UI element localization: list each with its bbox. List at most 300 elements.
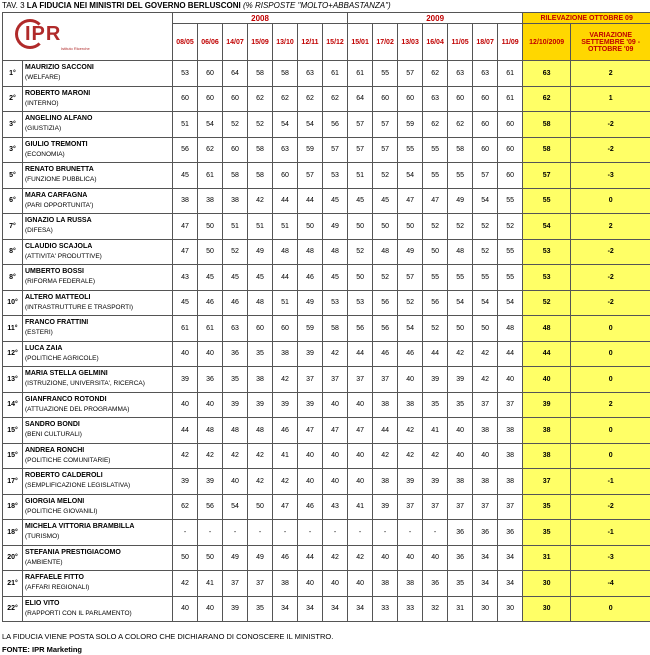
value-cell: 45: [323, 265, 348, 291]
value-cell: 62: [273, 86, 298, 112]
value-cell: 48: [248, 290, 273, 316]
value-cell: 41: [198, 571, 223, 597]
value-cell: 41: [348, 494, 373, 520]
value-cell: 45: [173, 290, 198, 316]
value-cell: 64: [348, 86, 373, 112]
value-cell: 55: [423, 137, 448, 163]
value-cell: 49: [448, 188, 473, 214]
value-cell: 62: [248, 86, 273, 112]
rank-cell: 18°: [3, 520, 23, 546]
rank-cell: 8°: [3, 265, 23, 291]
ministry-name: (FUNZIONE PUBBLICA): [25, 176, 97, 184]
value-cell: 63: [223, 316, 248, 342]
value-cell: 62: [423, 112, 448, 138]
minister-cell: [23, 61, 173, 87]
current-value-cell: 58: [523, 112, 571, 138]
value-cell: 55: [448, 163, 473, 189]
value-cell: 61: [323, 61, 348, 87]
value-cell: 42: [423, 443, 448, 469]
value-cell: 55: [398, 137, 423, 163]
change-value-cell: 0: [571, 341, 650, 367]
table-row: [3, 86, 650, 112]
value-cell: 60: [223, 86, 248, 112]
value-cell: 38: [248, 367, 273, 393]
change-value-cell: 2: [571, 61, 650, 87]
value-cell: 37: [473, 494, 498, 520]
table-row: [3, 545, 650, 571]
rank-cell: 14°: [3, 392, 23, 418]
minister-cell: [23, 443, 173, 469]
trust-table: [2, 12, 650, 622]
value-cell: 55: [498, 265, 523, 291]
value-cell: -: [423, 520, 448, 546]
value-cell: -: [298, 520, 323, 546]
value-cell: 39: [398, 469, 423, 495]
value-cell: 45: [348, 188, 373, 214]
value-cell: 38: [223, 188, 248, 214]
value-cell: 60: [373, 86, 398, 112]
value-cell: 48: [298, 239, 323, 265]
current-value-cell: 54: [523, 214, 571, 240]
value-cell: 62: [423, 61, 448, 87]
value-cell: 61: [498, 61, 523, 87]
minister-name: ELIO VITO: [25, 599, 60, 607]
change-value-cell: -2: [571, 265, 650, 291]
date-header: 06/06: [198, 24, 223, 61]
value-cell: 44: [423, 341, 448, 367]
value-cell: 49: [248, 239, 273, 265]
value-cell: 42: [223, 443, 248, 469]
value-cell: 57: [373, 112, 398, 138]
value-cell: 52: [248, 112, 273, 138]
variazione-header: VARIAZIONE SETTEMBRE '09 - OTTOBRE '09: [571, 24, 650, 61]
minister-name: CLAUDIO SCAJOLA: [25, 242, 93, 250]
date-header: 08/05: [173, 24, 198, 61]
value-cell: 49: [323, 214, 348, 240]
table-row: [3, 596, 650, 622]
value-cell: 39: [173, 367, 198, 393]
value-cell: 44: [298, 188, 323, 214]
value-cell: -: [273, 520, 298, 546]
value-cell: 40: [298, 443, 323, 469]
change-value-cell: 2: [571, 392, 650, 418]
date-header: 12/11: [298, 24, 323, 61]
ministry-name: (SEMPLIFICAZIONE LEGISLATIVA): [25, 482, 131, 490]
table-heading: LA FIDUCIA NEI MINISTRI DEL GOVERNO BERLUSCONI: [26, 1, 241, 10]
value-cell: 61: [198, 316, 223, 342]
ministry-name: (PARI OPPORTUNITA'): [25, 201, 94, 209]
value-cell: 48: [448, 239, 473, 265]
date-header: 11/05: [448, 24, 473, 61]
value-cell: 62: [298, 86, 323, 112]
minister-cell: [23, 367, 173, 393]
value-cell: 54: [223, 494, 248, 520]
value-cell: 36: [198, 367, 223, 393]
minister-name: ROBERTO MARONI: [25, 89, 91, 97]
table-row: [3, 214, 650, 240]
value-cell: 40: [198, 596, 223, 622]
value-cell: 61: [198, 163, 223, 189]
value-cell: 38: [398, 571, 423, 597]
value-cell: 40: [173, 596, 198, 622]
value-cell: 58: [223, 163, 248, 189]
minister-cell: [23, 163, 173, 189]
value-cell: 55: [448, 265, 473, 291]
value-cell: 47: [273, 494, 298, 520]
table-row: [3, 418, 650, 444]
ministry-name: (RAPPORTI CON IL PARLAMENTO): [25, 609, 132, 617]
table-row: [3, 290, 650, 316]
current-value-cell: 62: [523, 86, 571, 112]
value-cell: -: [173, 520, 198, 546]
value-cell: 45: [173, 163, 198, 189]
table-row: [3, 188, 650, 214]
current-value-cell: 40: [523, 367, 571, 393]
value-cell: 39: [448, 367, 473, 393]
value-cell: 42: [473, 367, 498, 393]
change-value-cell: 0: [571, 316, 650, 342]
value-cell: 55: [498, 188, 523, 214]
value-cell: 39: [173, 469, 198, 495]
value-cell: 41: [423, 418, 448, 444]
value-cell: 45: [248, 265, 273, 291]
value-cell: 58: [448, 137, 473, 163]
value-cell: 50: [398, 214, 423, 240]
value-cell: 47: [423, 188, 448, 214]
value-cell: 42: [273, 367, 298, 393]
table-row: [3, 520, 650, 546]
rank-cell: 12°: [3, 341, 23, 367]
value-cell: 34: [473, 571, 498, 597]
table-row: [3, 112, 650, 138]
value-cell: 57: [348, 137, 373, 163]
value-cell: 52: [423, 214, 448, 240]
value-cell: 50: [348, 214, 373, 240]
value-cell: 55: [473, 265, 498, 291]
value-cell: 38: [473, 469, 498, 495]
minister-name: MARIA STELLA GELMINI: [25, 370, 108, 378]
value-cell: 39: [248, 392, 273, 418]
value-cell: 34: [298, 596, 323, 622]
value-cell: -: [223, 520, 248, 546]
value-cell: 47: [173, 239, 198, 265]
value-cell: 34: [348, 596, 373, 622]
value-cell: 62: [198, 137, 223, 163]
minister-cell: [23, 316, 173, 342]
change-value-cell: 0: [571, 443, 650, 469]
minister-name: RENATO BRUNETTA: [25, 166, 94, 174]
minister-cell: [23, 571, 173, 597]
value-cell: 48: [248, 418, 273, 444]
value-cell: 38: [273, 571, 298, 597]
current-value-cell: 30: [523, 596, 571, 622]
value-cell: 35: [423, 392, 448, 418]
value-cell: 50: [198, 239, 223, 265]
current-value-cell: 58: [523, 137, 571, 163]
value-cell: 37: [223, 571, 248, 597]
minister-name: ANDREA RONCHI: [25, 446, 85, 454]
value-cell: 30: [473, 596, 498, 622]
value-cell: 36: [448, 545, 473, 571]
value-cell: 50: [423, 239, 448, 265]
rank-cell: 15°: [3, 418, 23, 444]
value-cell: 45: [373, 188, 398, 214]
value-cell: 50: [173, 545, 198, 571]
value-cell: 42: [173, 443, 198, 469]
value-cell: 52: [448, 214, 473, 240]
change-value-cell: -2: [571, 112, 650, 138]
value-cell: 60: [473, 112, 498, 138]
date-header: 15/09: [248, 24, 273, 61]
value-cell: 38: [448, 469, 473, 495]
minister-name: GIORGIA MELONI: [25, 497, 85, 505]
minister-cell: [23, 596, 173, 622]
rank-cell: 2°: [3, 86, 23, 112]
value-cell: 56: [423, 290, 448, 316]
table-body: [3, 61, 650, 622]
change-value-cell: -3: [571, 545, 650, 571]
value-cell: 44: [298, 545, 323, 571]
rank-cell: 5°: [3, 163, 23, 189]
value-cell: 39: [223, 596, 248, 622]
value-cell: 40: [173, 341, 198, 367]
value-cell: 42: [448, 341, 473, 367]
ministry-name: (GIUSTIZIA): [25, 125, 62, 133]
value-cell: 45: [223, 265, 248, 291]
date-header: 11/09: [498, 24, 523, 61]
minister-name: GIANFRANCO ROTONDI: [25, 395, 107, 403]
value-cell: 45: [198, 265, 223, 291]
value-cell: 40: [448, 418, 473, 444]
value-cell: 60: [498, 163, 523, 189]
value-cell: 52: [473, 239, 498, 265]
value-cell: 57: [323, 137, 348, 163]
change-value-cell: 0: [571, 418, 650, 444]
ministry-name: (POLITICHE COMUNITARIE): [25, 456, 111, 464]
change-value-cell: -1: [571, 469, 650, 495]
value-cell: 51: [223, 214, 248, 240]
value-cell: 54: [473, 188, 498, 214]
value-cell: 52: [498, 214, 523, 240]
value-cell: 44: [273, 188, 298, 214]
rank-cell: 11°: [3, 316, 23, 342]
value-cell: -: [348, 520, 373, 546]
rank-cell: 6°: [3, 188, 23, 214]
value-cell: 40: [398, 367, 423, 393]
table-row: [3, 61, 650, 87]
value-cell: 47: [173, 214, 198, 240]
change-value-cell: -4: [571, 571, 650, 597]
value-cell: 61: [498, 86, 523, 112]
value-cell: 61: [173, 316, 198, 342]
value-cell: 57: [373, 137, 398, 163]
value-cell: 36: [473, 520, 498, 546]
minister-name: LUCA ZAIA: [25, 344, 63, 352]
ministry-name: (TURISMO): [25, 533, 60, 541]
minister-name: MARA CARFAGNA: [25, 191, 88, 199]
value-cell: 33: [373, 596, 398, 622]
change-value-cell: -1: [571, 520, 650, 546]
value-cell: 37: [398, 494, 423, 520]
date-header: 13/03: [398, 24, 423, 61]
value-cell: 62: [173, 494, 198, 520]
value-cell: 63: [448, 61, 473, 87]
value-cell: 50: [448, 316, 473, 342]
value-cell: 40: [348, 571, 373, 597]
ministry-name: (INTERNO): [25, 99, 59, 107]
change-value-cell: -2: [571, 290, 650, 316]
current-value-cell: 30: [523, 571, 571, 597]
value-cell: 34: [473, 545, 498, 571]
value-cell: 60: [248, 316, 273, 342]
rank-cell: 1°: [3, 61, 23, 87]
minister-cell: [23, 341, 173, 367]
ipr-logo: [3, 13, 173, 61]
minister-name: ROBERTO CALDEROLI: [25, 472, 103, 480]
value-cell: 54: [448, 290, 473, 316]
value-cell: 50: [373, 214, 398, 240]
rank-cell: 3°: [3, 112, 23, 138]
current-value-cell: 63: [523, 61, 571, 87]
change-value-cell: 0: [571, 596, 650, 622]
minister-cell: [23, 494, 173, 520]
value-cell: 40: [348, 392, 373, 418]
value-cell: 50: [298, 214, 323, 240]
current-value-cell: 44: [523, 341, 571, 367]
value-cell: 48: [323, 239, 348, 265]
value-cell: 58: [248, 163, 273, 189]
current-value-cell: 37: [523, 469, 571, 495]
value-cell: 52: [348, 239, 373, 265]
table-row: [3, 469, 650, 495]
value-cell: 40: [298, 469, 323, 495]
value-cell: 60: [498, 137, 523, 163]
value-cell: 38: [173, 188, 198, 214]
value-cell: 47: [348, 418, 373, 444]
value-cell: 56: [173, 137, 198, 163]
value-cell: 54: [398, 163, 423, 189]
value-cell: 49: [223, 545, 248, 571]
value-cell: 40: [348, 443, 373, 469]
value-cell: 45: [323, 188, 348, 214]
value-cell: 49: [248, 545, 273, 571]
current-value-cell: 48: [523, 316, 571, 342]
value-cell: 52: [373, 163, 398, 189]
minister-cell: [23, 290, 173, 316]
value-cell: 39: [298, 392, 323, 418]
value-cell: 43: [323, 494, 348, 520]
value-cell: 34: [273, 596, 298, 622]
ministry-name: (RIFORMA FEDERALE): [25, 278, 96, 286]
value-cell: 44: [373, 418, 398, 444]
value-cell: 34: [498, 571, 523, 597]
value-cell: 36: [423, 571, 448, 597]
date-header: 18/07: [473, 24, 498, 61]
rank-cell: 7°: [3, 214, 23, 240]
value-cell: 58: [323, 316, 348, 342]
value-cell: 54: [273, 112, 298, 138]
value-cell: 56: [373, 290, 398, 316]
value-cell: 60: [273, 316, 298, 342]
year-2008-header: 2008: [173, 13, 348, 24]
change-value-cell: -3: [571, 163, 650, 189]
minister-name: MICHELA VITTORIA BRAMBILLA: [25, 523, 135, 531]
value-cell: 40: [323, 443, 348, 469]
value-cell: 60: [198, 86, 223, 112]
value-cell: 54: [298, 112, 323, 138]
current-value-cell: 31: [523, 545, 571, 571]
ministry-name: (ESTERI): [25, 329, 53, 337]
ministry-name: (WELFARE): [25, 74, 61, 82]
value-cell: 57: [398, 265, 423, 291]
value-cell: 63: [298, 61, 323, 87]
value-cell: 40: [373, 545, 398, 571]
year-2009-header: 2009: [348, 13, 523, 24]
change-value-cell: -2: [571, 137, 650, 163]
value-cell: 42: [273, 469, 298, 495]
value-cell: 40: [398, 545, 423, 571]
date-header: 15/12: [323, 24, 348, 61]
value-cell: 38: [373, 571, 398, 597]
current-value-cell: 57: [523, 163, 571, 189]
value-cell: 60: [173, 86, 198, 112]
value-cell: 52: [398, 290, 423, 316]
value-cell: 35: [248, 596, 273, 622]
value-cell: 33: [398, 596, 423, 622]
value-cell: 44: [173, 418, 198, 444]
change-value-cell: -2: [571, 239, 650, 265]
value-cell: 37: [348, 367, 373, 393]
value-cell: 62: [448, 112, 473, 138]
value-cell: 40: [473, 443, 498, 469]
value-cell: 50: [198, 214, 223, 240]
value-cell: 38: [498, 469, 523, 495]
minister-cell: [23, 392, 173, 418]
table-row: [3, 316, 650, 342]
value-cell: 42: [398, 418, 423, 444]
value-cell: 52: [473, 214, 498, 240]
ministry-name: (INTRASTRUTTURE E TRASPORTI): [25, 303, 134, 311]
value-cell: 63: [273, 137, 298, 163]
value-cell: 38: [198, 188, 223, 214]
value-cell: 59: [298, 316, 323, 342]
minister-cell: [23, 469, 173, 495]
current-date-header: 12/10/2009: [523, 24, 571, 61]
value-cell: 63: [423, 86, 448, 112]
value-cell: 48: [373, 239, 398, 265]
table-row: [3, 265, 650, 291]
value-cell: 63: [473, 61, 498, 87]
table-row: [3, 367, 650, 393]
value-cell: 58: [248, 137, 273, 163]
logo-subtext: Istituto Ricerche: [61, 46, 90, 51]
value-cell: 34: [498, 545, 523, 571]
value-cell: 54: [473, 290, 498, 316]
value-cell: 40: [323, 469, 348, 495]
value-cell: 37: [298, 367, 323, 393]
value-cell: 62: [323, 86, 348, 112]
value-cell: 37: [498, 392, 523, 418]
value-cell: -: [198, 520, 223, 546]
minister-name: MAURIZIO SACCONI: [25, 64, 94, 72]
value-cell: 52: [423, 316, 448, 342]
rank-cell: 13°: [3, 367, 23, 393]
table-subheading: (% RISPOSTE "MOLTO+ABBASTANZA"): [242, 1, 391, 10]
rank-cell: 8°: [3, 239, 23, 265]
table-row: [3, 163, 650, 189]
value-cell: 46: [273, 418, 298, 444]
minister-name: ALTERO MATTEOLI: [25, 293, 91, 301]
